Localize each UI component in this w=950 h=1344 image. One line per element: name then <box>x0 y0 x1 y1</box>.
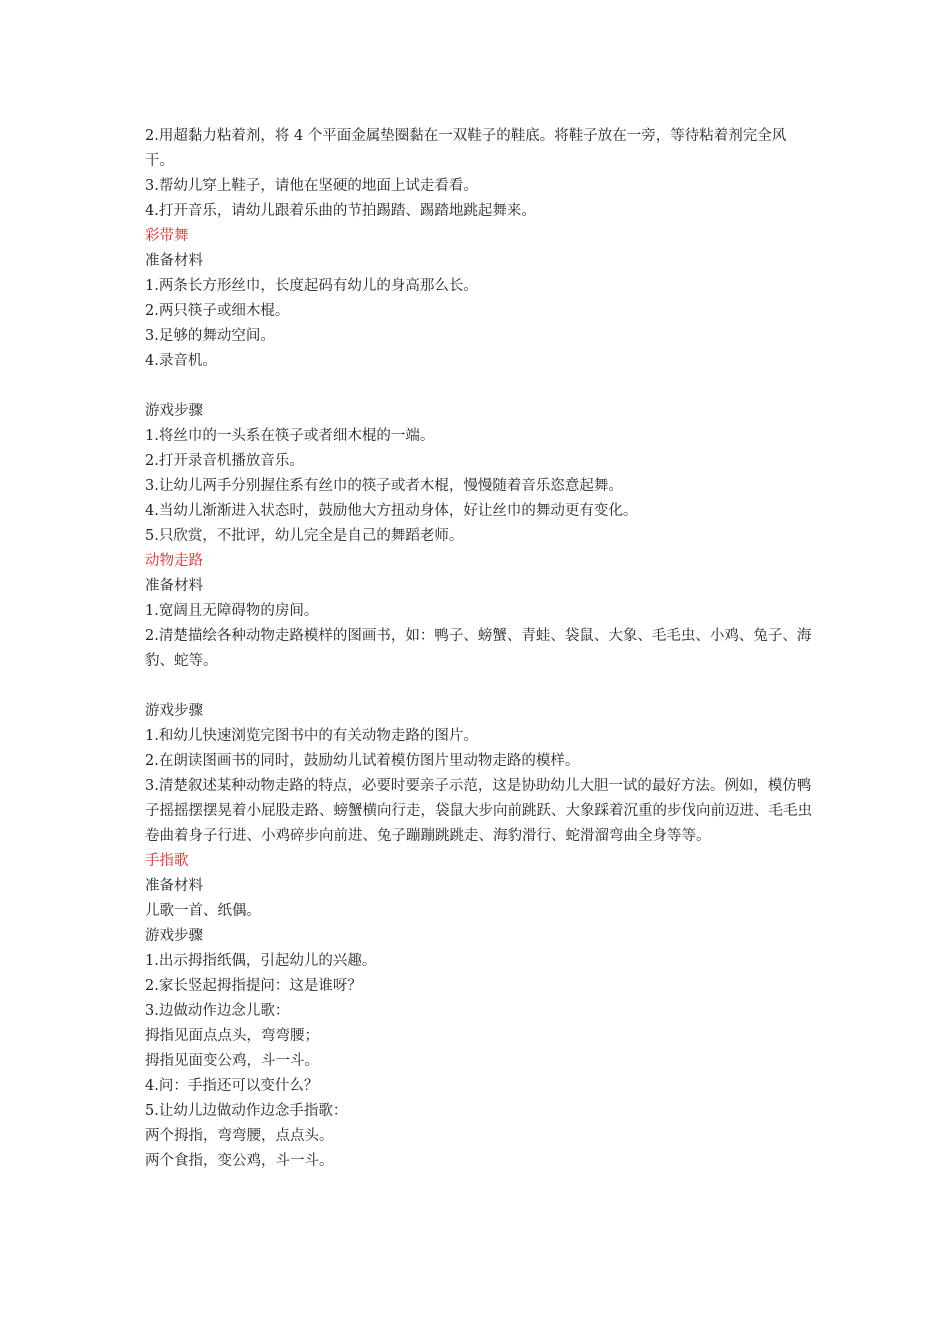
step-item: 2.打开录音机播放音乐。 <box>145 453 304 469</box>
song-line: 4.问：手指还可以变什么？ <box>145 1078 319 1094</box>
materials-text: 儿歌一首、纸偶。 <box>145 903 261 919</box>
steps-label: 游戏步骤 <box>145 403 203 419</box>
material-item: 3.足够的舞动空间。 <box>145 328 275 344</box>
intro-step: 2.用超黏力粘着剂，将 4 个平面金属垫圈黏在一双鞋子的鞋底。将鞋子放在一旁，等待粘着剂完全风干。 <box>145 128 787 169</box>
blank-line <box>145 674 815 699</box>
step-item: 3.让幼儿两手分别握住系有丝巾的筷子或者木棍，慢慢随着音乐恣意起舞。 <box>145 478 623 494</box>
section-title-ribbon-dance: 彩带舞 <box>145 228 189 244</box>
steps-label: 游戏步骤 <box>145 703 203 719</box>
step-item: 4.当幼儿渐渐进入状态时，鼓励他大方扭动身体，好让丝巾的舞动更有变化。 <box>145 503 638 519</box>
document-body <box>145 124 815 1174</box>
material-item: 2.两只筷子或细木棍。 <box>145 303 290 319</box>
materials-label: 准备材料 <box>145 878 203 894</box>
song-line: 2.家长竖起拇指提问：这是谁呀？ <box>145 978 362 994</box>
step-item: 2.在朗读图画书的同时，鼓励幼儿试着模仿图片里动物走路的模样。 <box>145 753 580 769</box>
section-title-animal-walk: 动物走路 <box>145 553 203 569</box>
song-line: 拇指见面变公鸡，斗一斗。 <box>145 1053 319 1069</box>
material-item: 1.两条长方形丝巾，长度起码有幼儿的身高那么长。 <box>145 278 478 294</box>
song-line: 两个食指，变公鸡，斗一斗。 <box>145 1153 334 1169</box>
materials-label: 准备材料 <box>145 253 203 269</box>
step-item: 5.只欣赏，不批评，幼儿完全是自己的舞蹈老师。 <box>145 528 464 544</box>
material-item: 1.宽阔且无障碍物的房间。 <box>145 603 319 619</box>
song-line: 5.让幼儿边做动作边念手指歌： <box>145 1103 348 1119</box>
material-item: 4.录音机。 <box>145 353 217 369</box>
material-item: 2.清楚描绘各种动物走路模样的图画书，如：鸭子、螃蟹、青蛙、袋鼠、大象、毛毛虫、小鸡、兔子、海豹、蛇等。 <box>145 628 812 669</box>
step-item: 1.将丝巾的一头系在筷子或者细木棍的一端。 <box>145 428 435 444</box>
step-item: 3.清楚叙述某种动物走路的特点，必要时要亲子示范，这是协助幼儿大胆一试的最好方法。例如，模仿鸭子摇摇摆摆晃着小屁股走路、螃蟹横向行走，袋鼠大步向前跳跃、大象踩着沉重的步伐向前迈进、毛毛虫卷曲着身子行进、小鸡碎步向前进、兔子蹦蹦跳跳走、海豹滑行、蛇滑溜弯曲全身等等。 <box>145 778 812 844</box>
steps-label: 游戏步骤 <box>145 928 203 944</box>
song-line: 1.出示拇指纸偶，引起幼儿的兴趣。 <box>145 953 377 969</box>
song-line: 拇指见面点点头，弯弯腰； <box>145 1028 319 1044</box>
materials-label: 准备材料 <box>145 578 203 594</box>
song-line: 3.边做动作边念儿歌： <box>145 1003 290 1019</box>
blank-line <box>145 374 815 399</box>
section-title-finger-song: 手指歌 <box>145 853 189 869</box>
step-item: 1.和幼儿快速浏览完图书中的有关动物走路的图片。 <box>145 728 478 744</box>
song-line: 两个拇指，弯弯腰，点点头。 <box>145 1128 334 1144</box>
intro-step: 4.打开音乐，请幼儿跟着乐曲的节拍踢踏、踢踏地跳起舞来。 <box>145 203 536 219</box>
intro-step: 3.帮幼儿穿上鞋子，请他在坚硬的地面上试走看看。 <box>145 178 478 194</box>
